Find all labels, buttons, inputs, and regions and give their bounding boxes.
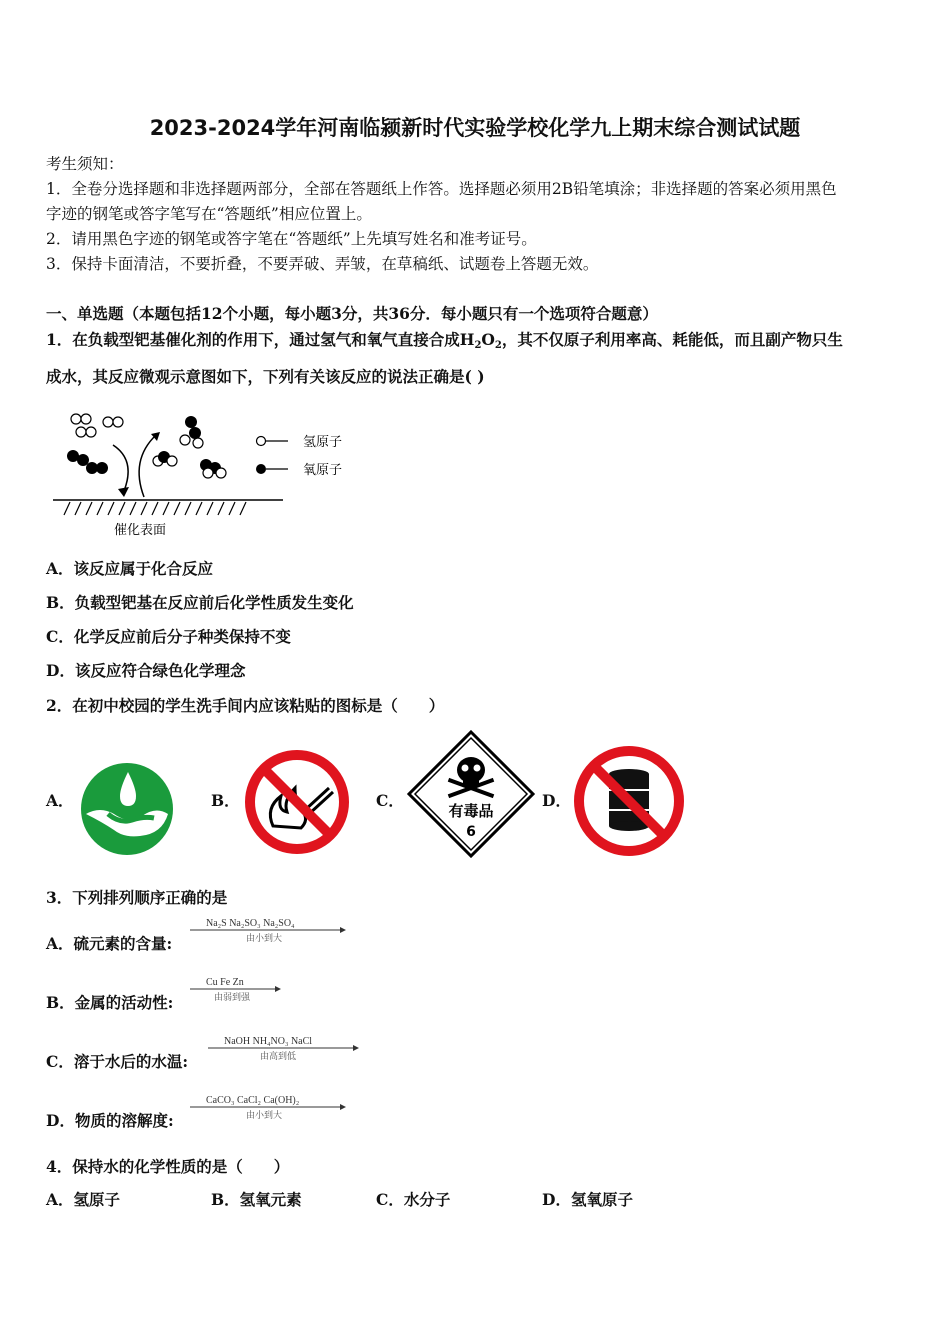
toxic-label: 有毒品 xyxy=(448,802,494,820)
q2-label-d: D． xyxy=(542,791,571,810)
hydrogen-molecules xyxy=(71,414,123,437)
question-1-stem-line2: 成水，其反应微观示意图如下，下列有关该反应的说法正确是( ) xyxy=(46,367,485,386)
q4-option-d: D．氢氧原子 xyxy=(542,1190,633,1209)
water-saving-sign xyxy=(80,762,174,856)
reaction-diagram xyxy=(48,405,368,540)
section-heading: 一、单选题（本题包括12个小题，每小题3分，共36分．每小题只有一个选项符合题意） xyxy=(46,304,658,323)
q1-option-d: D．该反应符合绿色化学理念 xyxy=(46,661,246,680)
question-2-stem: 2．在初中校园的学生洗手间内应该粘贴的图标是（ ） xyxy=(46,696,445,715)
q3-option-d-sequence: CaCO₃ CaCl₂ Ca(OH)₂ 由小到大 xyxy=(190,1095,350,1123)
q4-option-a: A．氢原子 xyxy=(46,1190,121,1209)
legend-hydrogen: 氢原子 xyxy=(303,435,343,450)
notice-item: 2．请用黑色字迹的钢笔或答字笔在“答题纸”上先填写姓名和准考证号。 xyxy=(46,230,537,248)
question-4-stem: 4．保持水的化学性质的是（ ） xyxy=(46,1157,290,1176)
oxygen-molecules xyxy=(67,450,108,474)
notice-item: 字迹的钢笔或答字笔写在“答题纸”相应位置上。 xyxy=(46,205,372,223)
notice-heading: 考生须知： xyxy=(46,155,124,173)
q3-option-b-label: B．金属的活动性: xyxy=(46,993,174,1012)
page-title: 2023-2024学年河南临颍新时代实验学校化学九上期末综合测试试题 xyxy=(149,116,801,140)
notice-item: 1．全卷分选择题和非选择题两部分，全部在答题纸上作答。选择题必须用2B铅笔填涂；非选择题的答案必须用黑色 xyxy=(46,180,837,198)
q3-option-c-label: C．溶于水后的水温: xyxy=(46,1052,189,1071)
product-molecules xyxy=(153,416,226,478)
q3-option-a-label: A．硫元素的含量: xyxy=(46,934,173,953)
q4-option-c: C．水分子 xyxy=(376,1190,451,1209)
surface-label: 催化表面 xyxy=(114,523,167,538)
q3-option-b-sequence: Cu Fe Zn 由弱到强 xyxy=(190,977,290,1005)
up-arrow xyxy=(139,435,156,497)
toxic-sign xyxy=(407,730,535,858)
no-oil-barrel-sign xyxy=(572,744,686,858)
no-smoking-sign xyxy=(243,748,351,856)
q3-option-a-sequence: Na₂S Na₂SO₃ Na₂SO₄ 由小到大 xyxy=(190,918,350,946)
q2-label-c: C． xyxy=(376,791,404,810)
notice-item: 3．保持卡面清洁，不要折叠，不要弄破、弄皱，在草稿纸、试题卷上答题无效。 xyxy=(46,255,599,273)
q3-option-d-label: D．物质的溶解度: xyxy=(46,1111,174,1130)
question-3-stem: 3．下列排列顺序正确的是 xyxy=(46,888,228,907)
q1-option-a: A．该反应属于化合反应 xyxy=(46,559,214,578)
q1-option-b: B．负载型钯基在反应前后化学性质发生变化 xyxy=(46,593,354,612)
toxic-class-number: 6 xyxy=(466,824,476,840)
question-1-stem: 1．在负载型钯基催化剂的作用下，通过氢气和氧气直接合成$H_2O_2$，其不仅原子利用率高、耗能低，而且副产物只生 xyxy=(46,330,843,351)
down-arrow xyxy=(113,445,128,491)
q3-option-c-sequence: NaOH NH₄NO₃ NaCl 由高到低 xyxy=(208,1036,363,1064)
q4-option-b: B．氢氧元素 xyxy=(211,1190,302,1209)
q1-option-c: C．化学反应前后分子种类保持不变 xyxy=(46,627,291,646)
legend-oxygen: 氧原子 xyxy=(303,463,343,478)
q2-label-a: A． xyxy=(46,791,74,810)
q2-label-b: B． xyxy=(211,791,240,810)
